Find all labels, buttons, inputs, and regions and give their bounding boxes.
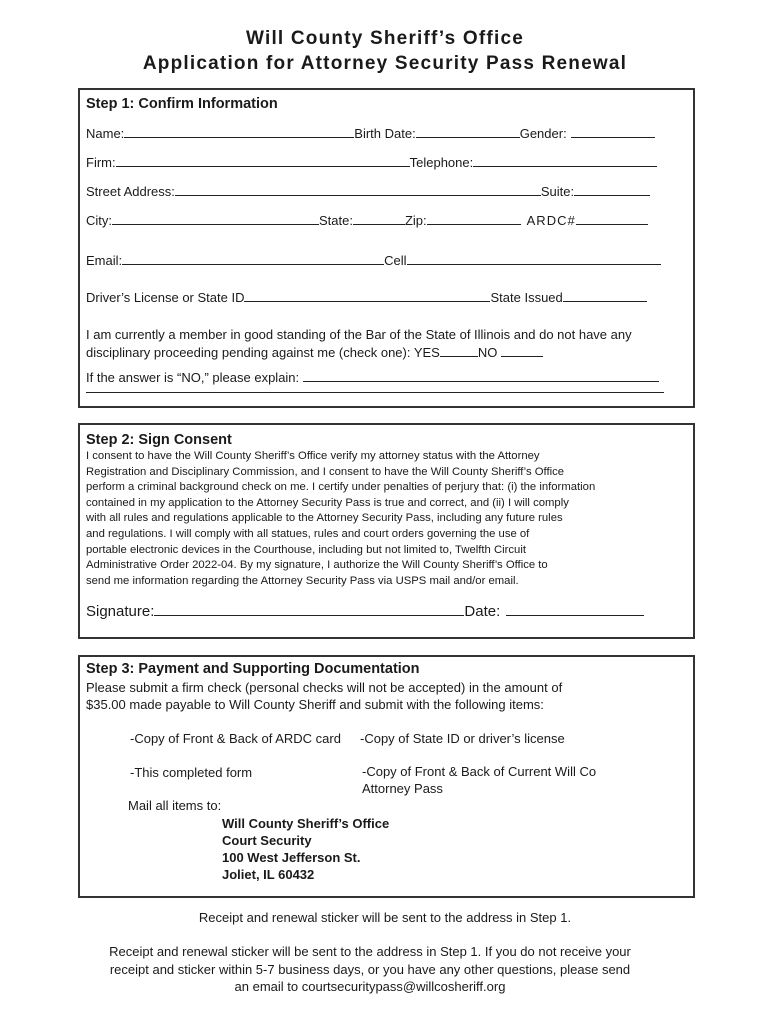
explain-field-line2[interactable] — [86, 380, 664, 393]
zip-field[interactable] — [427, 212, 521, 225]
name-row — [86, 125, 655, 141]
gender-label: Gender: — [519, 126, 567, 141]
city-row — [86, 212, 648, 228]
footer-para-line3: an email to courtsecuritypass@willcosheriff.org — [234, 979, 506, 994]
yes-checkbox-field[interactable] — [440, 344, 478, 357]
cell-label: Cell — [384, 253, 407, 268]
footer-para-line2: receipt and sticker within 5-7 business days, or you have any other questions, please send — [109, 962, 631, 977]
step3-heading: Step 3: Payment and Supporting Documentation — [86, 661, 420, 677]
consent-line-8: Administrative Order 2022-04. By my signature, I authorize the Will County Sheriff’s Office to — [86, 559, 548, 571]
gender-field[interactable] — [571, 125, 655, 138]
street-address-label: Street Address: — [86, 184, 175, 199]
mail-label: Mail all items to: — [128, 798, 222, 813]
state-field[interactable] — [353, 212, 405, 225]
consent-line-2: Registration and Disciplinary Commission, and I consent to have the Will County Sheriff’s Office — [86, 466, 565, 478]
mail-address-line3: 100 West Jefferson St. — [222, 850, 361, 865]
consent-line-5: with all rules and regulations applicable to the Attorney Security Pass, including any future rules — [86, 512, 563, 524]
consent-line-7: portable electronic devices in the Courthouse, including but not limited to, Twelfth Circuit — [86, 544, 526, 556]
cell-field[interactable] — [407, 252, 661, 265]
payment-intro-line1: Please submit a firm check (personal checks will not be accepted) in the amount of — [86, 680, 563, 695]
address-row — [86, 183, 650, 199]
drivers-license-field[interactable] — [244, 289, 490, 302]
bar-statement-row — [86, 344, 543, 360]
date-label: Date: — [464, 603, 501, 620]
suite-field[interactable] — [574, 183, 650, 196]
firm-label: Firm: — [86, 155, 116, 170]
city-label: City: — [86, 213, 112, 228]
consent-line-6: and regulations. I will comply with all statues, rules and court orders governing the use of — [86, 528, 530, 540]
consent-line-9: send me information regarding the Attorney Security Pass via USPS mail and/or email. — [86, 575, 519, 587]
payment-intro-line2: $35.00 made payable to Will County Sheriff and submit with the following items: — [86, 697, 544, 712]
explain-label: If the answer is “NO,” please explain: — [86, 370, 300, 385]
state-label: State: — [319, 213, 353, 228]
ardc-label: ARDC# — [526, 213, 576, 228]
zip-label: Zip: — [404, 213, 427, 228]
firm-field[interactable] — [116, 154, 410, 167]
receipt-note: Receipt and renewal sticker will be sent to the address in Step 1. — [198, 910, 572, 925]
suite-label: Suite: — [540, 184, 575, 199]
birth-date-field[interactable] — [416, 125, 520, 138]
item-completed-form: -This completed form — [130, 765, 253, 780]
name-field[interactable] — [124, 125, 354, 138]
name-label: Name: — [86, 126, 125, 141]
telephone-field[interactable] — [473, 154, 657, 167]
item-attorney-pass-line2: Attorney Pass — [362, 781, 443, 796]
street-address-field[interactable] — [175, 183, 541, 196]
telephone-label: Telephone: — [409, 155, 474, 170]
state-issued-field[interactable] — [563, 289, 647, 302]
mail-address-line4: Joliet, IL 60432 — [222, 867, 315, 882]
form-title-line1: Will County Sheriff’s Office — [246, 28, 524, 49]
signature-field[interactable] — [154, 601, 464, 616]
birth-date-label: Birth Date: — [354, 126, 416, 141]
bar-statement-line1: I am currently a member in good standing of the Bar of the State of Illinois and do not have any — [86, 327, 632, 342]
license-row — [86, 289, 647, 305]
city-field[interactable] — [112, 212, 319, 225]
step2-heading: Step 2: Sign Consent — [86, 432, 232, 448]
footer-para-line1: Receipt and renewal sticker will be sent to the address in Step 1. If you do not receive your — [109, 944, 631, 959]
form-title-line2: Application for Attorney Security Pass Renewal — [142, 53, 628, 74]
item-attorney-pass-line1: -Copy of Front & Back of Current Will Co — [362, 764, 597, 779]
email-field[interactable] — [122, 252, 384, 265]
email-row — [86, 252, 661, 268]
ardc-field[interactable] — [576, 212, 648, 225]
consent-line-1: I consent to have the Will County Sheriff’s Office verify my attorney status with the Attorney — [86, 450, 540, 462]
no-checkbox-field[interactable] — [501, 344, 543, 357]
date-field[interactable] — [506, 601, 644, 616]
email-label: Email: — [86, 253, 123, 268]
state-issued-label: State Issued — [490, 290, 563, 305]
step1-heading: Step 1: Confirm Information — [86, 96, 278, 112]
mail-address-line2: Court Security — [222, 833, 312, 848]
mail-address-line1: Will County Sheriff’s Office — [222, 816, 390, 831]
item-ardc-card: -Copy of Front & Back of ARDC card — [130, 731, 341, 746]
no-label: NO — [477, 345, 498, 360]
signature-label: Signature: — [86, 603, 155, 620]
bar-statement-line2: disciplinary proceeding pending against me (check one): YES — [86, 345, 440, 360]
consent-line-3: perform a criminal background check on me. I certify under penalties of perjury that: (i) the information — [86, 481, 596, 493]
firm-row — [86, 154, 657, 170]
consent-line-4: contained in my application to the Attorney Security Pass is true and correct, and (ii) I will comply — [86, 497, 569, 509]
item-state-id: -Copy of State ID or driver’s license — [360, 731, 565, 746]
signature-row — [86, 601, 644, 620]
drivers-license-label: Driver’s License or State ID — [86, 290, 245, 305]
